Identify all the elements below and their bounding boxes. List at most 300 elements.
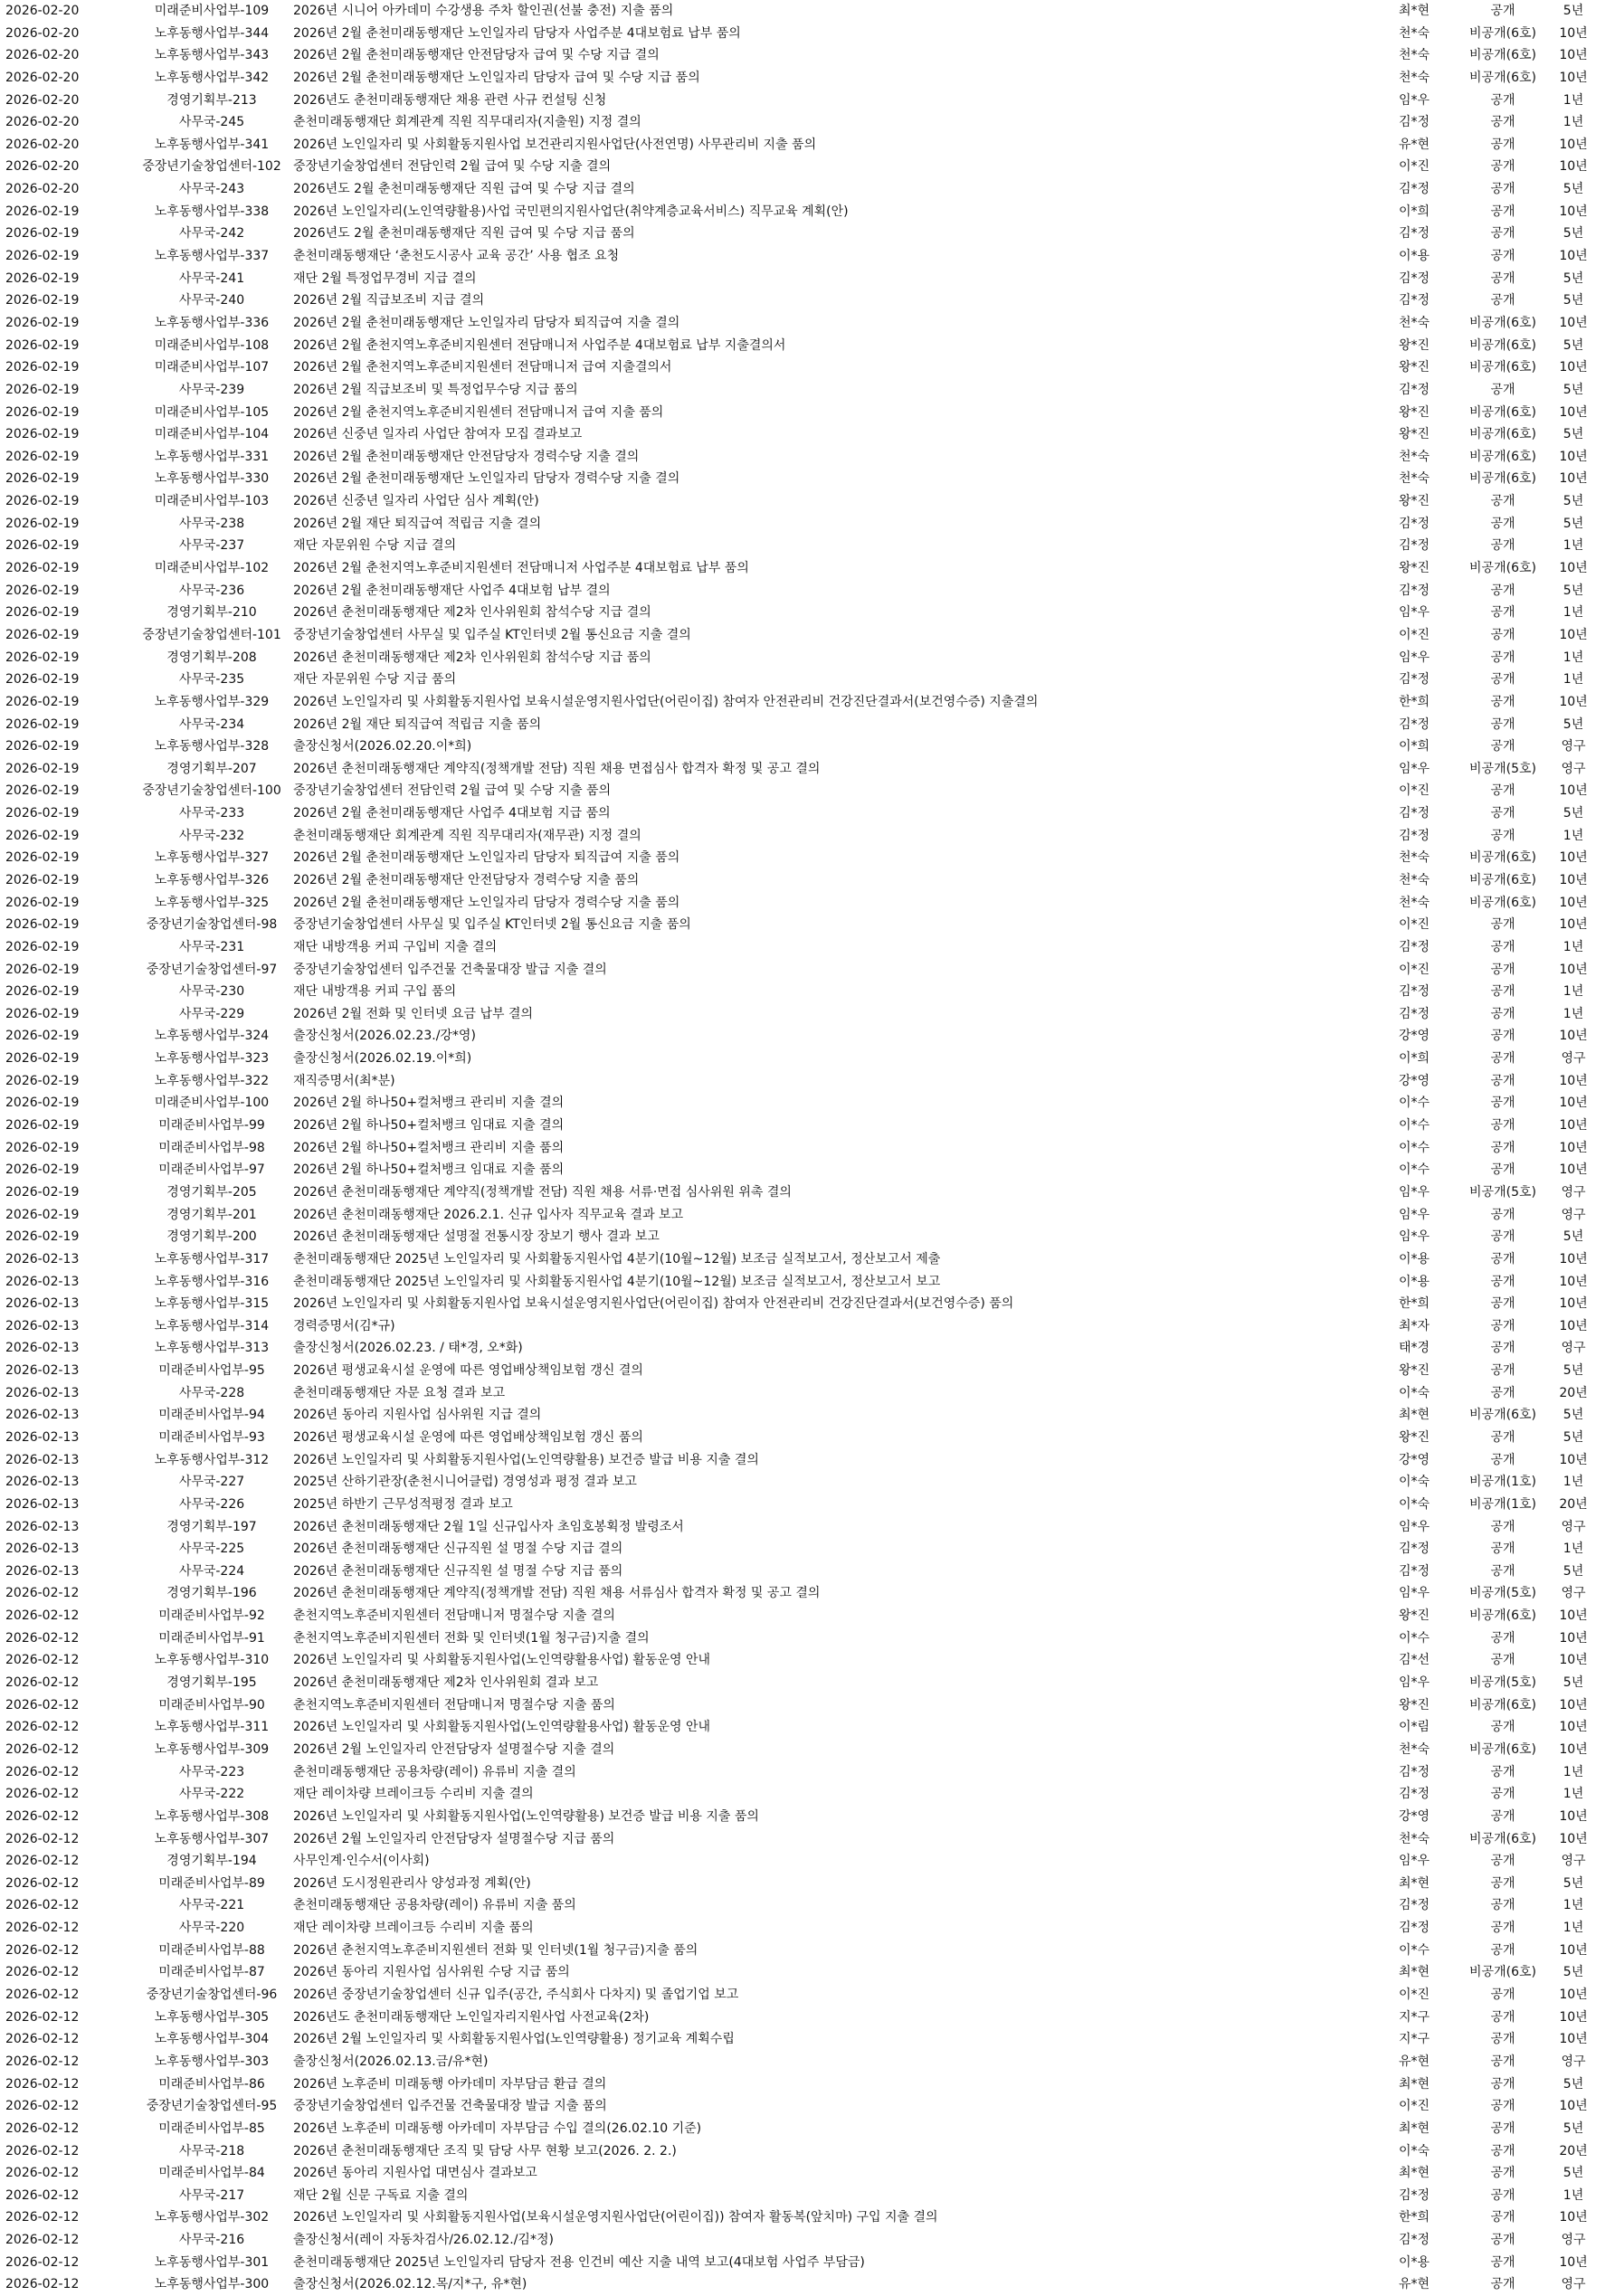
- row-disclosure: 공개: [1490, 494, 1515, 509]
- table-row[interactable]: [0, 356, 1615, 379]
- table-row[interactable]: [0, 557, 1615, 580]
- row-doc-number: 중장년기술창업센터-96: [146, 1988, 278, 2003]
- row-date: 2026-02-19: [5, 1051, 80, 1067]
- table-row[interactable]: [0, 1806, 1615, 1828]
- row-doc-number: 미래준비사업부-93: [158, 1430, 265, 1445]
- row-title[interactable]: 재단 내방객용 커피 구입 품의: [293, 984, 457, 1000]
- row-title[interactable]: 2026년 노인일자리 및 사회활동지원사업(보육시설운영지원사업단(어린이집)) 참여자 활동복(앞치마) 구입 지출 결의: [293, 2210, 938, 2225]
- table-row[interactable]: [0, 1427, 1615, 1449]
- row-retention: 10년: [1559, 627, 1588, 642]
- table-row[interactable]: [0, 825, 1615, 848]
- table-row[interactable]: [0, 1516, 1615, 1539]
- row-title[interactable]: 재단 2월 특정업무경비 지급 결의: [293, 270, 477, 286]
- row-title[interactable]: 2026년 평생교육시설 운영에 따른 영업배상책임보험 갱신 품의: [293, 1430, 643, 1445]
- row-date: 2026-02-19: [5, 1029, 80, 1044]
- row-title[interactable]: 춘천미래동행재단 2025년 노인일자리 및 사회활동지원사업 4분기(10월~12월) 보조금 실적보고서, 정산보고서 제출: [293, 1251, 941, 1267]
- row-author: 최*현: [1398, 1408, 1430, 1423]
- row-title[interactable]: 2026년 2월 춘천미래동행재단 안전담당자 급여 및 수당 지급 결의: [293, 48, 660, 63]
- row-title[interactable]: 재단 2월 신문 구독료 지출 결의: [293, 2187, 469, 2203]
- row-title[interactable]: 2026년도 2월 춘천미래동행재단 직원 급여 및 수당 지급 품의: [293, 226, 635, 242]
- table-row[interactable]: [0, 513, 1615, 536]
- row-title[interactable]: 출장신청서(2026.02.13.금/유*현): [293, 2054, 489, 2069]
- table-row[interactable]: [0, 2028, 1615, 2051]
- row-title[interactable]: 2026년 춘천미래동행재단 제2차 인사위원회 결과 보고: [293, 1675, 599, 1691]
- table-row[interactable]: [0, 914, 1615, 936]
- table-row[interactable]: [0, 1917, 1615, 1940]
- row-title[interactable]: 춘천미래동행재단 회계관계 직원 직무대리자(지출원) 지정 결의: [293, 115, 641, 130]
- row-title[interactable]: 2026년 2월 노인일자리 안전담당자 설명절수당 지급 품의: [293, 1831, 615, 1846]
- row-title[interactable]: 2026년 춘천미래동행재단 조직 및 담당 사무 현황 보고(2026. 2. 2.): [293, 2143, 677, 2158]
- table-row[interactable]: [0, 714, 1615, 736]
- table-row[interactable]: [0, 379, 1615, 402]
- row-author: 김*정: [1398, 672, 1430, 688]
- row-title[interactable]: 2026년 춘천미래동행재단 제2차 인사위원회 참석수당 지급 품의: [293, 650, 651, 665]
- row-title[interactable]: 재단 내방객용 커피 구입비 지출 결의: [293, 939, 498, 954]
- row-disclosure: 공개: [1490, 182, 1515, 197]
- table-row[interactable]: [0, 2051, 1615, 2073]
- row-doc-number: 노후동행사업부-327: [154, 850, 270, 866]
- row-title[interactable]: 2026년 노인일자리 및 사회활동지원사업(노인역량활용사업) 활동운영 안내: [293, 1653, 710, 1668]
- row-title[interactable]: 2026년 2월 춘천지역노후준비지원센터 전담매니저 급여 지출 품의: [293, 404, 664, 420]
- table-row[interactable]: [0, 981, 1615, 1003]
- row-title[interactable]: 2026년 춘천미래동행재단 신규직원 설 명절 수당 지급 품의: [293, 1563, 623, 1579]
- table-row[interactable]: [0, 780, 1615, 802]
- table-row[interactable]: [0, 1850, 1615, 1873]
- row-title[interactable]: 2026년 2월 춘천미래동행재단 노인일자리 담당자 급여 및 수당 지급 품의: [293, 70, 700, 85]
- table-row[interactable]: [0, 1048, 1615, 1070]
- row-title[interactable]: 2026년 2월 직급보조비 및 특정업무수당 지급 품의: [293, 382, 578, 397]
- row-title[interactable]: 2026년 노인일자리 및 사회활동지원사업 보육시설운영지원사업단(어린이집) 참여자 안전관리비 건강진단결과서(보건영수증) 지출결의: [293, 694, 1039, 709]
- table-row[interactable]: [0, 2185, 1615, 2207]
- row-title[interactable]: 2026년 춘천미래동행재단 계약직(정책개발 전담) 직원 채용 서류·면접 심사위원 위촉 결의: [293, 1184, 792, 1200]
- row-disclosure: 공개: [1490, 1942, 1515, 1958]
- table-row[interactable]: [0, 1494, 1615, 1516]
- row-title[interactable]: 2026년 노인일자리 및 사회활동지원사업(노인역량활용) 보건증 발급 비용 지출 품의: [293, 1808, 759, 1824]
- table-row[interactable]: [0, 1873, 1615, 1895]
- row-disclosure: 공개: [1490, 1118, 1515, 1134]
- row-title[interactable]: 2026년 2월 하나50+컬처뱅크 관리비 지출 품의: [293, 1140, 565, 1155]
- table-row[interactable]: [0, 289, 1615, 312]
- row-date: 2026-02-12: [5, 2120, 80, 2136]
- row-disclosure: 공개: [1490, 516, 1515, 531]
- row-author: 이*진: [1398, 962, 1430, 977]
- row-title[interactable]: 2026년 2월 직급보조비 지급 결의: [293, 293, 485, 308]
- table-row[interactable]: [0, 1627, 1615, 1650]
- row-title[interactable]: 2026년 춘천미래동행재단 2월 1일 신규입사자 초임호봉획정 발령조서: [293, 1519, 684, 1534]
- row-doc-number: 미래준비사업부-90: [158, 1697, 265, 1713]
- table-row[interactable]: [0, 90, 1615, 112]
- table-row[interactable]: [0, 1382, 1615, 1405]
- table-row[interactable]: [0, 1894, 1615, 1917]
- row-disclosure: 공개: [1490, 716, 1515, 732]
- table-row[interactable]: [0, 2007, 1615, 2029]
- row-disclosure: 공개: [1490, 1318, 1515, 1333]
- table-row[interactable]: [0, 423, 1615, 446]
- table-row[interactable]: [0, 111, 1615, 134]
- row-title[interactable]: 2026년 중장년기술창업센터 신규 입주(공간, 주식회사 다차지) 및 졸업기업 보고: [293, 1988, 739, 2003]
- table-row[interactable]: [0, 67, 1615, 90]
- table-row[interactable]: [0, 134, 1615, 157]
- row-author: 한*희: [1398, 1296, 1430, 1312]
- row-doc-number: 사무국-242: [178, 226, 245, 242]
- row-title[interactable]: 2026년도 2월 춘천미래동행재단 직원 급여 및 수당 지급 결의: [293, 182, 635, 197]
- table-row[interactable]: [0, 1783, 1615, 1806]
- row-disclosure: 공개: [1490, 1519, 1515, 1534]
- row-title[interactable]: 2026년 2월 춘천미래동행재단 사업주 4대보험 지급 품의: [293, 806, 611, 821]
- row-title[interactable]: 중장년기술창업센터 사무실 및 입주실 KT인터넷 2월 통신요금 지출 결의: [293, 627, 691, 642]
- table-row[interactable]: [0, 23, 1615, 45]
- row-retention: 1년: [1563, 650, 1584, 665]
- table-row[interactable]: [0, 647, 1615, 669]
- row-title[interactable]: 중장년기술창업센터 입주건물 건축물대장 발급 지출 결의: [293, 962, 607, 977]
- table-row[interactable]: [0, 735, 1615, 758]
- row-title[interactable]: 출장신청서(2026.02.12.목/지*구, 유*현): [293, 2277, 527, 2292]
- row-title[interactable]: 2026년 2월 춘천지역노후준비지원센터 전담매니저 사업주분 4대보험료 납부 품의: [293, 561, 749, 576]
- row-disclosure: 공개: [1490, 1452, 1515, 1467]
- row-date: 2026-02-19: [5, 962, 80, 977]
- row-title[interactable]: 2026년도 춘천미래동행재단 노인일자리지원사업 사전교육(2차): [293, 2009, 650, 2025]
- row-author: 이*진: [1398, 627, 1430, 642]
- table-row[interactable]: [0, 1025, 1615, 1048]
- row-title[interactable]: 재단 자문위원 수당 지급 품의: [293, 672, 457, 688]
- row-author: 이*수: [1398, 1942, 1430, 1958]
- row-date: 2026-02-19: [5, 494, 80, 509]
- row-title[interactable]: 2026년 동아리 지원사업 대면심사 결과보고: [293, 2166, 537, 2181]
- row-doc-number: 미래준비사업부-92: [158, 1608, 265, 1624]
- row-title[interactable]: 2026년 춘천미래동행재단 2026.2.1. 신규 입사자 직무교육 결과 보고: [293, 1207, 684, 1222]
- table-row[interactable]: [0, 1471, 1615, 1494]
- row-title[interactable]: 춘천미래동행재단 공용차량(레이) 유류비 지출 품의: [293, 1898, 576, 1913]
- row-date: 2026-02-20: [5, 182, 80, 197]
- row-doc-number: 노후동행사업부-342: [154, 70, 270, 85]
- row-title[interactable]: 중장년기술창업센터 사무실 및 입주실 KT인터넷 2월 통신요금 지출 품의: [293, 917, 691, 933]
- row-title[interactable]: 춘천미래동행재단 자문 요청 결과 보고: [293, 1385, 506, 1400]
- row-title[interactable]: 춘천미래동행재단 공용차량(레이) 유류비 지출 결의: [293, 1764, 576, 1779]
- row-disclosure: 공개: [1490, 1563, 1515, 1579]
- row-retention: 5년: [1563, 4, 1584, 18]
- table-row[interactable]: [0, 156, 1615, 178]
- row-title[interactable]: 2025년 하반기 근무성적평정 결과 보고: [293, 1496, 513, 1512]
- table-row[interactable]: [0, 1070, 1615, 1093]
- row-doc-number: 사무국-230: [178, 984, 245, 1000]
- row-author: 김*정: [1398, 293, 1430, 308]
- row-retention: 5년: [1563, 1675, 1584, 1691]
- row-doc-number: 노후동행사업부-330: [154, 471, 270, 487]
- table-row[interactable]: [0, 2206, 1615, 2229]
- row-title[interactable]: 2026년 2월 춘천미래동행재단 노인일자리 담당자 퇴직급여 지출 품의: [293, 850, 680, 866]
- row-title[interactable]: 2026년 춘천미래동행재단 계약직(정책개발 전담) 직원 채용 서류심사 합격자 확정 및 공고 결의: [293, 1586, 821, 1601]
- row-retention: 영구: [1561, 2054, 1586, 2069]
- row-disclosure: 공개: [1490, 1875, 1515, 1891]
- row-disclosure: 공개: [1490, 2009, 1515, 2025]
- table-row[interactable]: [0, 1337, 1615, 1360]
- row-title[interactable]: 출장신청서(2026.02.23. / 태*경, 오*화): [293, 1341, 523, 1356]
- table-row[interactable]: [0, 1449, 1615, 1472]
- row-retention: 영구: [1561, 1519, 1586, 1534]
- table-row[interactable]: [0, 490, 1615, 513]
- row-title[interactable]: 출장신청서(2026.02.20.이*희): [293, 739, 472, 754]
- row-date: 2026-02-19: [5, 293, 80, 308]
- table-row[interactable]: [0, 2140, 1615, 2163]
- table-row[interactable]: [0, 669, 1615, 691]
- table-row[interactable]: [0, 335, 1615, 357]
- table-row[interactable]: [0, 1538, 1615, 1561]
- row-title[interactable]: 출장신청서(2026.02.23./강*영): [293, 1029, 476, 1044]
- row-retention: 1년: [1563, 1542, 1584, 1557]
- row-author: 김*정: [1398, 538, 1430, 554]
- row-doc-number: 경영기획부-213: [166, 92, 257, 108]
- table-row[interactable]: [0, 1003, 1615, 1026]
- row-title[interactable]: 2026년 노인일자리 및 사회활동지원사업(노인역량활용) 보건증 발급 비용 지출 결의: [293, 1452, 759, 1467]
- row-doc-number: 경영기획부-201: [166, 1207, 257, 1222]
- row-title[interactable]: 2026년 평생교육시설 운영에 따른 영업배상책임보험 갱신 결의: [293, 1363, 643, 1379]
- table-row[interactable]: [0, 1694, 1615, 1717]
- table-row[interactable]: [0, 1561, 1615, 1583]
- table-row[interactable]: [0, 402, 1615, 424]
- row-title[interactable]: 재단 레이차량 브레이크등 수리비 지출 결의: [293, 1787, 534, 1802]
- table-row[interactable]: [0, 44, 1615, 67]
- row-title[interactable]: 2026년 노인일자리(노인역량활용)사업 국민편의지원사업단(취약계층교육서비스) 직무교육 계획(안): [293, 204, 849, 219]
- row-disclosure: 공개: [1490, 1207, 1515, 1222]
- row-author: 천*숙: [1398, 872, 1430, 887]
- table-row[interactable]: [0, 959, 1615, 982]
- row-date: 2026-02-19: [5, 806, 80, 821]
- table-row[interactable]: [0, 2118, 1615, 2140]
- row-doc-number: 노후동행사업부-302: [154, 2210, 270, 2225]
- table-row[interactable]: [0, 1204, 1615, 1227]
- row-title[interactable]: 2026년 2월 노인일자리 안전담당자 설명절수당 지출 결의: [293, 1741, 615, 1757]
- table-row[interactable]: [0, 892, 1615, 915]
- row-date: 2026-02-12: [5, 2099, 80, 2114]
- table-row[interactable]: [0, 1961, 1615, 1984]
- row-title[interactable]: 춘천미래동행재단 ‘춘천도시공사 교육 공간’ 사용 협조 요청: [293, 249, 620, 264]
- row-title[interactable]: 2026년 춘천미래동행재단 계약직(정책개발 전담) 직원 채용 면접심사 합격자 확정 및 공고 결의: [293, 761, 821, 776]
- row-title[interactable]: 출장신청서(레이 자동차검사/26.02.12./김*정): [293, 2233, 554, 2248]
- row-title[interactable]: 춘천지역노후준비지원센터 전화 및 인터넷(1월 청구금)지출 결의: [293, 1630, 650, 1646]
- table-row[interactable]: [0, 1293, 1615, 1315]
- row-title[interactable]: 춘천미래동행재단 2025년 노인일자리 담당자 전용 인건비 예산 지출 내역 보고(4대보험 사업주 부담금): [293, 2254, 865, 2270]
- table-row[interactable]: [0, 802, 1615, 825]
- row-author: 임*우: [1398, 1184, 1430, 1200]
- table-row[interactable]: [0, 468, 1615, 490]
- row-author: 임*우: [1398, 1229, 1430, 1245]
- row-title[interactable]: 출장신청서(2026.02.19.이*희): [293, 1051, 472, 1067]
- table-row[interactable]: [0, 1828, 1615, 1851]
- row-title[interactable]: 2026년 2월 춘천미래동행재단 노인일자리 담당자 경력수당 지출 품의: [293, 895, 680, 910]
- row-title[interactable]: 중장년기술창업센터 전담인력 2월 급여 및 수당 지출 결의: [293, 159, 612, 175]
- table-row[interactable]: [0, 1404, 1615, 1427]
- row-disclosure: 공개: [1490, 1274, 1515, 1289]
- row-title[interactable]: 2026년 신중년 일자리 사업단 참여자 모집 결과보고: [293, 427, 583, 442]
- table-row[interactable]: [0, 1672, 1615, 1694]
- row-author: 유*현: [1398, 2277, 1430, 2292]
- row-title[interactable]: 중장년기술창업센터 입주건물 건축물대장 발급 지출 품의: [293, 2099, 607, 2114]
- row-date: 2026-02-12: [5, 1586, 80, 1601]
- table-row[interactable]: [0, 2273, 1615, 2296]
- row-title[interactable]: 경력증명서(김*규): [293, 1318, 395, 1333]
- table-row[interactable]: [0, 312, 1615, 335]
- row-retention: 10년: [1559, 25, 1588, 41]
- row-title[interactable]: 2026년 2월 춘천미래동행재단 노인일자리 담당자 사업주분 4대보험료 납부 품의: [293, 25, 741, 41]
- table-row[interactable]: [0, 624, 1615, 647]
- row-title[interactable]: 2026년 2월 춘천미래동행재단 노인일자리 담당자 퇴직급여 지출 결의: [293, 315, 680, 330]
- row-doc-number: 노후동행사업부-305: [154, 2009, 270, 2025]
- row-title[interactable]: 2026년 2월 춘천미래동행재단 안전담당자 경력수당 지출 품의: [293, 872, 640, 887]
- row-title[interactable]: 2026년 2월 춘천미래동행재단 사업주 4대보험 납부 결의: [293, 583, 611, 598]
- table-row[interactable]: [0, 2162, 1615, 2185]
- row-disclosure: 비공개(6호): [1469, 360, 1536, 375]
- row-title[interactable]: 사무인계·인수서(이사회): [293, 1854, 430, 1869]
- table-row[interactable]: [0, 580, 1615, 602]
- row-title[interactable]: 2026년 춘천미래동행재단 설명절 전통시장 장보기 행사 결과 보고: [293, 1229, 660, 1245]
- row-title[interactable]: 2026년 노인일자리 및 사회활동지원사업(노인역량활용사업) 활동운영 안내: [293, 1720, 710, 1735]
- row-title[interactable]: 2026년 2월 춘천미래동행재단 노인일자리 담당자 경력수당 지출 결의: [293, 471, 680, 487]
- row-date: 2026-02-19: [5, 404, 80, 420]
- row-disclosure: 공개: [1490, 2254, 1515, 2270]
- table-row[interactable]: [0, 869, 1615, 892]
- row-title[interactable]: 재단 레이차량 브레이크등 수리비 지출 품의: [293, 1921, 534, 1936]
- row-title[interactable]: 2026년 2월 춘천미래동행재단 안전담당자 경력수당 지출 결의: [293, 449, 640, 464]
- table-row[interactable]: [0, 1248, 1615, 1271]
- row-date: 2026-02-13: [5, 1341, 80, 1356]
- row-retention: 20년: [1559, 1385, 1588, 1400]
- table-row[interactable]: [0, 1605, 1615, 1627]
- row-date: 2026-02-19: [5, 204, 80, 219]
- row-title[interactable]: 춘천지역노후준비지원센터 전담매니저 명절수당 지출 결의: [293, 1608, 615, 1624]
- row-retention: 10년: [1559, 850, 1588, 866]
- row-retention: 10년: [1559, 872, 1588, 887]
- table-row[interactable]: [0, 1582, 1615, 1605]
- row-author: 이*희: [1398, 1051, 1430, 1067]
- table-row[interactable]: [0, 1115, 1615, 1137]
- row-title[interactable]: 2026년도 춘천미래동행재단 채용 관련 사규 컨설팅 신청: [293, 92, 607, 108]
- row-doc-number: 미래준비사업부-105: [154, 404, 270, 420]
- row-disclosure: 공개: [1490, 962, 1515, 977]
- row-author: 최*현: [1398, 1875, 1430, 1891]
- row-title[interactable]: 2026년 춘천미래동행재단 제2차 인사위원회 참석수당 지급 결의: [293, 605, 651, 621]
- row-date: 2026-02-12: [5, 1653, 80, 1668]
- row-title[interactable]: 2026년 노후준비 미래동행 아카데미 자부담금 환급 결의: [293, 2076, 607, 2092]
- table-row[interactable]: [0, 1649, 1615, 1672]
- row-disclosure: 공개: [1490, 1363, 1515, 1379]
- table-row[interactable]: [0, 2252, 1615, 2274]
- table-row[interactable]: [0, 1181, 1615, 1204]
- table-row[interactable]: [0, 268, 1615, 290]
- table-row[interactable]: [0, 1716, 1615, 1739]
- row-retention: 영구: [1561, 1051, 1586, 1067]
- row-date: 2026-02-19: [5, 226, 80, 242]
- table-row[interactable]: [0, 2095, 1615, 2118]
- table-row[interactable]: [0, 1761, 1615, 1784]
- row-author: 김*정: [1398, 1787, 1430, 1802]
- table-row[interactable]: [0, 758, 1615, 781]
- table-row[interactable]: [0, 1226, 1615, 1248]
- row-title[interactable]: 2026년 2월 하나50+컬처뱅크 임대료 지출 품의: [293, 1162, 565, 1178]
- row-date: 2026-02-19: [5, 761, 80, 776]
- row-author: 임*우: [1398, 1675, 1430, 1691]
- row-title[interactable]: 2026년 2월 전화 및 인터넷 요금 납부 결의: [293, 1006, 534, 1021]
- row-title[interactable]: 2026년 노인일자리 및 사회활동지원사업 보육시설운영지원사업단(어린이집) 참여자 안전관리비 건강진단결과서(보건영수증) 품의: [293, 1296, 1014, 1312]
- table-row[interactable]: [0, 1360, 1615, 1382]
- row-title[interactable]: 2026년 도시정원관리사 양성과정 계획(안): [293, 1875, 531, 1891]
- row-date: 2026-02-20: [5, 4, 80, 18]
- row-retention: 영구: [1561, 2277, 1586, 2292]
- row-doc-number: 노후동행사업부-336: [154, 315, 270, 330]
- row-title[interactable]: 2026년 춘천미래동행재단 신규직원 설 명절 수당 지급 결의: [293, 1542, 623, 1557]
- row-title[interactable]: 춘천미래동행재단 2025년 노인일자리 및 사회활동지원사업 4분기(10월~12월) 보조금 실적보고서, 정산보고서 보고: [293, 1274, 941, 1289]
- row-disclosure: 공개: [1490, 226, 1515, 242]
- row-disclosure: 공개: [1490, 1006, 1515, 1021]
- table-row[interactable]: [0, 245, 1615, 268]
- row-retention: 10년: [1559, 895, 1588, 910]
- table-row[interactable]: [0, 1940, 1615, 1962]
- row-doc-number: 사무국-228: [178, 1385, 245, 1400]
- row-title[interactable]: 재직증명서(최*분): [293, 1073, 395, 1088]
- row-title[interactable]: 2026년 2월 노인일자리 및 사회활동지원사업(노인역량활용) 정기교육 계획수립: [293, 2032, 735, 2047]
- table-row[interactable]: [0, 178, 1615, 201]
- row-title[interactable]: 중장년기술창업센터 전담인력 2월 급여 및 수당 지출 품의: [293, 783, 612, 799]
- table-row[interactable]: [0, 201, 1615, 223]
- table-row[interactable]: [0, 223, 1615, 245]
- row-doc-number: 사무국-221: [178, 1898, 245, 1913]
- row-doc-number: 사무국-226: [178, 1496, 245, 1512]
- row-title[interactable]: 2026년 2월 하나50+컬처뱅크 관리비 지출 결의: [293, 1096, 565, 1111]
- row-title[interactable]: 2026년 2월 춘천지역노후준비지원센터 전담매니저 사업주분 4대보험료 납부 지출결의서: [293, 337, 786, 353]
- table-row[interactable]: [0, 1159, 1615, 1181]
- row-title[interactable]: 춘천미래동행재단 회계관계 직원 직무대리자(재무관) 지정 결의: [293, 828, 641, 843]
- row-title[interactable]: 2026년 시니어 아카데미 수강생용 주차 할인권(선불 충전) 지출 품의: [293, 4, 674, 18]
- table-row[interactable]: [0, 2073, 1615, 2096]
- row-doc-number: 노후동행사업부-301: [154, 2254, 270, 2270]
- table-row[interactable]: [0, 602, 1615, 624]
- row-title[interactable]: 2026년 노후준비 미래동행 아카데미 자부담금 수입 결의(26.02.10 기준): [293, 2120, 702, 2136]
- table-row[interactable]: [0, 1984, 1615, 2007]
- row-title[interactable]: 2026년 신중년 일자리 사업단 심사 계획(안): [293, 494, 539, 509]
- table-row[interactable]: [0, 1739, 1615, 1761]
- row-title[interactable]: 2026년 노인일자리 및 사회활동지원사업 보건관리지원사업단(사전연명) 사무관리비 지출 품의: [293, 137, 817, 152]
- table-row[interactable]: [0, 691, 1615, 714]
- row-title[interactable]: 2026년 2월 하나50+컬처뱅크 임대료 지출 결의: [293, 1118, 565, 1134]
- table-row[interactable]: [0, 0, 1615, 23]
- row-title[interactable]: 재단 자문위원 수당 지급 결의: [293, 538, 457, 554]
- row-author: 강*영: [1398, 1029, 1430, 1044]
- row-title[interactable]: 2026년 2월 재단 퇴직급여 적립금 지출 품의: [293, 716, 542, 732]
- row-title[interactable]: 춘천지역노후준비지원센터 전담매니저 명절수당 지출 품의: [293, 1697, 615, 1713]
- table-row[interactable]: [0, 1315, 1615, 1338]
- table-row[interactable]: [0, 936, 1615, 959]
- row-retention: 10년: [1559, 404, 1588, 420]
- row-title[interactable]: 2026년 2월 재단 퇴직급여 적립금 지출 결의: [293, 516, 542, 531]
- row-doc-number: 사무국-220: [178, 1921, 245, 1936]
- row-retention: 1년: [1563, 2187, 1584, 2203]
- row-retention: 1년: [1563, 605, 1584, 621]
- row-title[interactable]: 2026년 동아리 지원사업 심사위원 지급 결의: [293, 1408, 542, 1423]
- table-row[interactable]: [0, 1092, 1615, 1115]
- row-date: 2026-02-19: [5, 895, 80, 910]
- row-title[interactable]: 2026년 동아리 지원사업 심사위원 수당 지급 품의: [293, 1965, 570, 1980]
- table-row[interactable]: [0, 446, 1615, 469]
- table-row[interactable]: [0, 535, 1615, 557]
- row-title[interactable]: 2026년 춘천지역노후준비지원센터 전화 및 인터넷(1월 청구금)지출 품의: [293, 1942, 698, 1958]
- row-retention: 영구: [1561, 1854, 1586, 1869]
- table-row[interactable]: [0, 2229, 1615, 2252]
- table-row[interactable]: [0, 847, 1615, 869]
- row-author: 천*숙: [1398, 315, 1430, 330]
- table-row[interactable]: [0, 1271, 1615, 1294]
- row-title[interactable]: 2026년 2월 춘천지역노후준비지원센터 전담매니저 급여 지출결의서: [293, 360, 672, 375]
- table-row[interactable]: [0, 1137, 1615, 1160]
- row-title[interactable]: 2025년 산하기관장(춘천시니어클럽) 경영성과 평정 결과 보고: [293, 1475, 637, 1490]
